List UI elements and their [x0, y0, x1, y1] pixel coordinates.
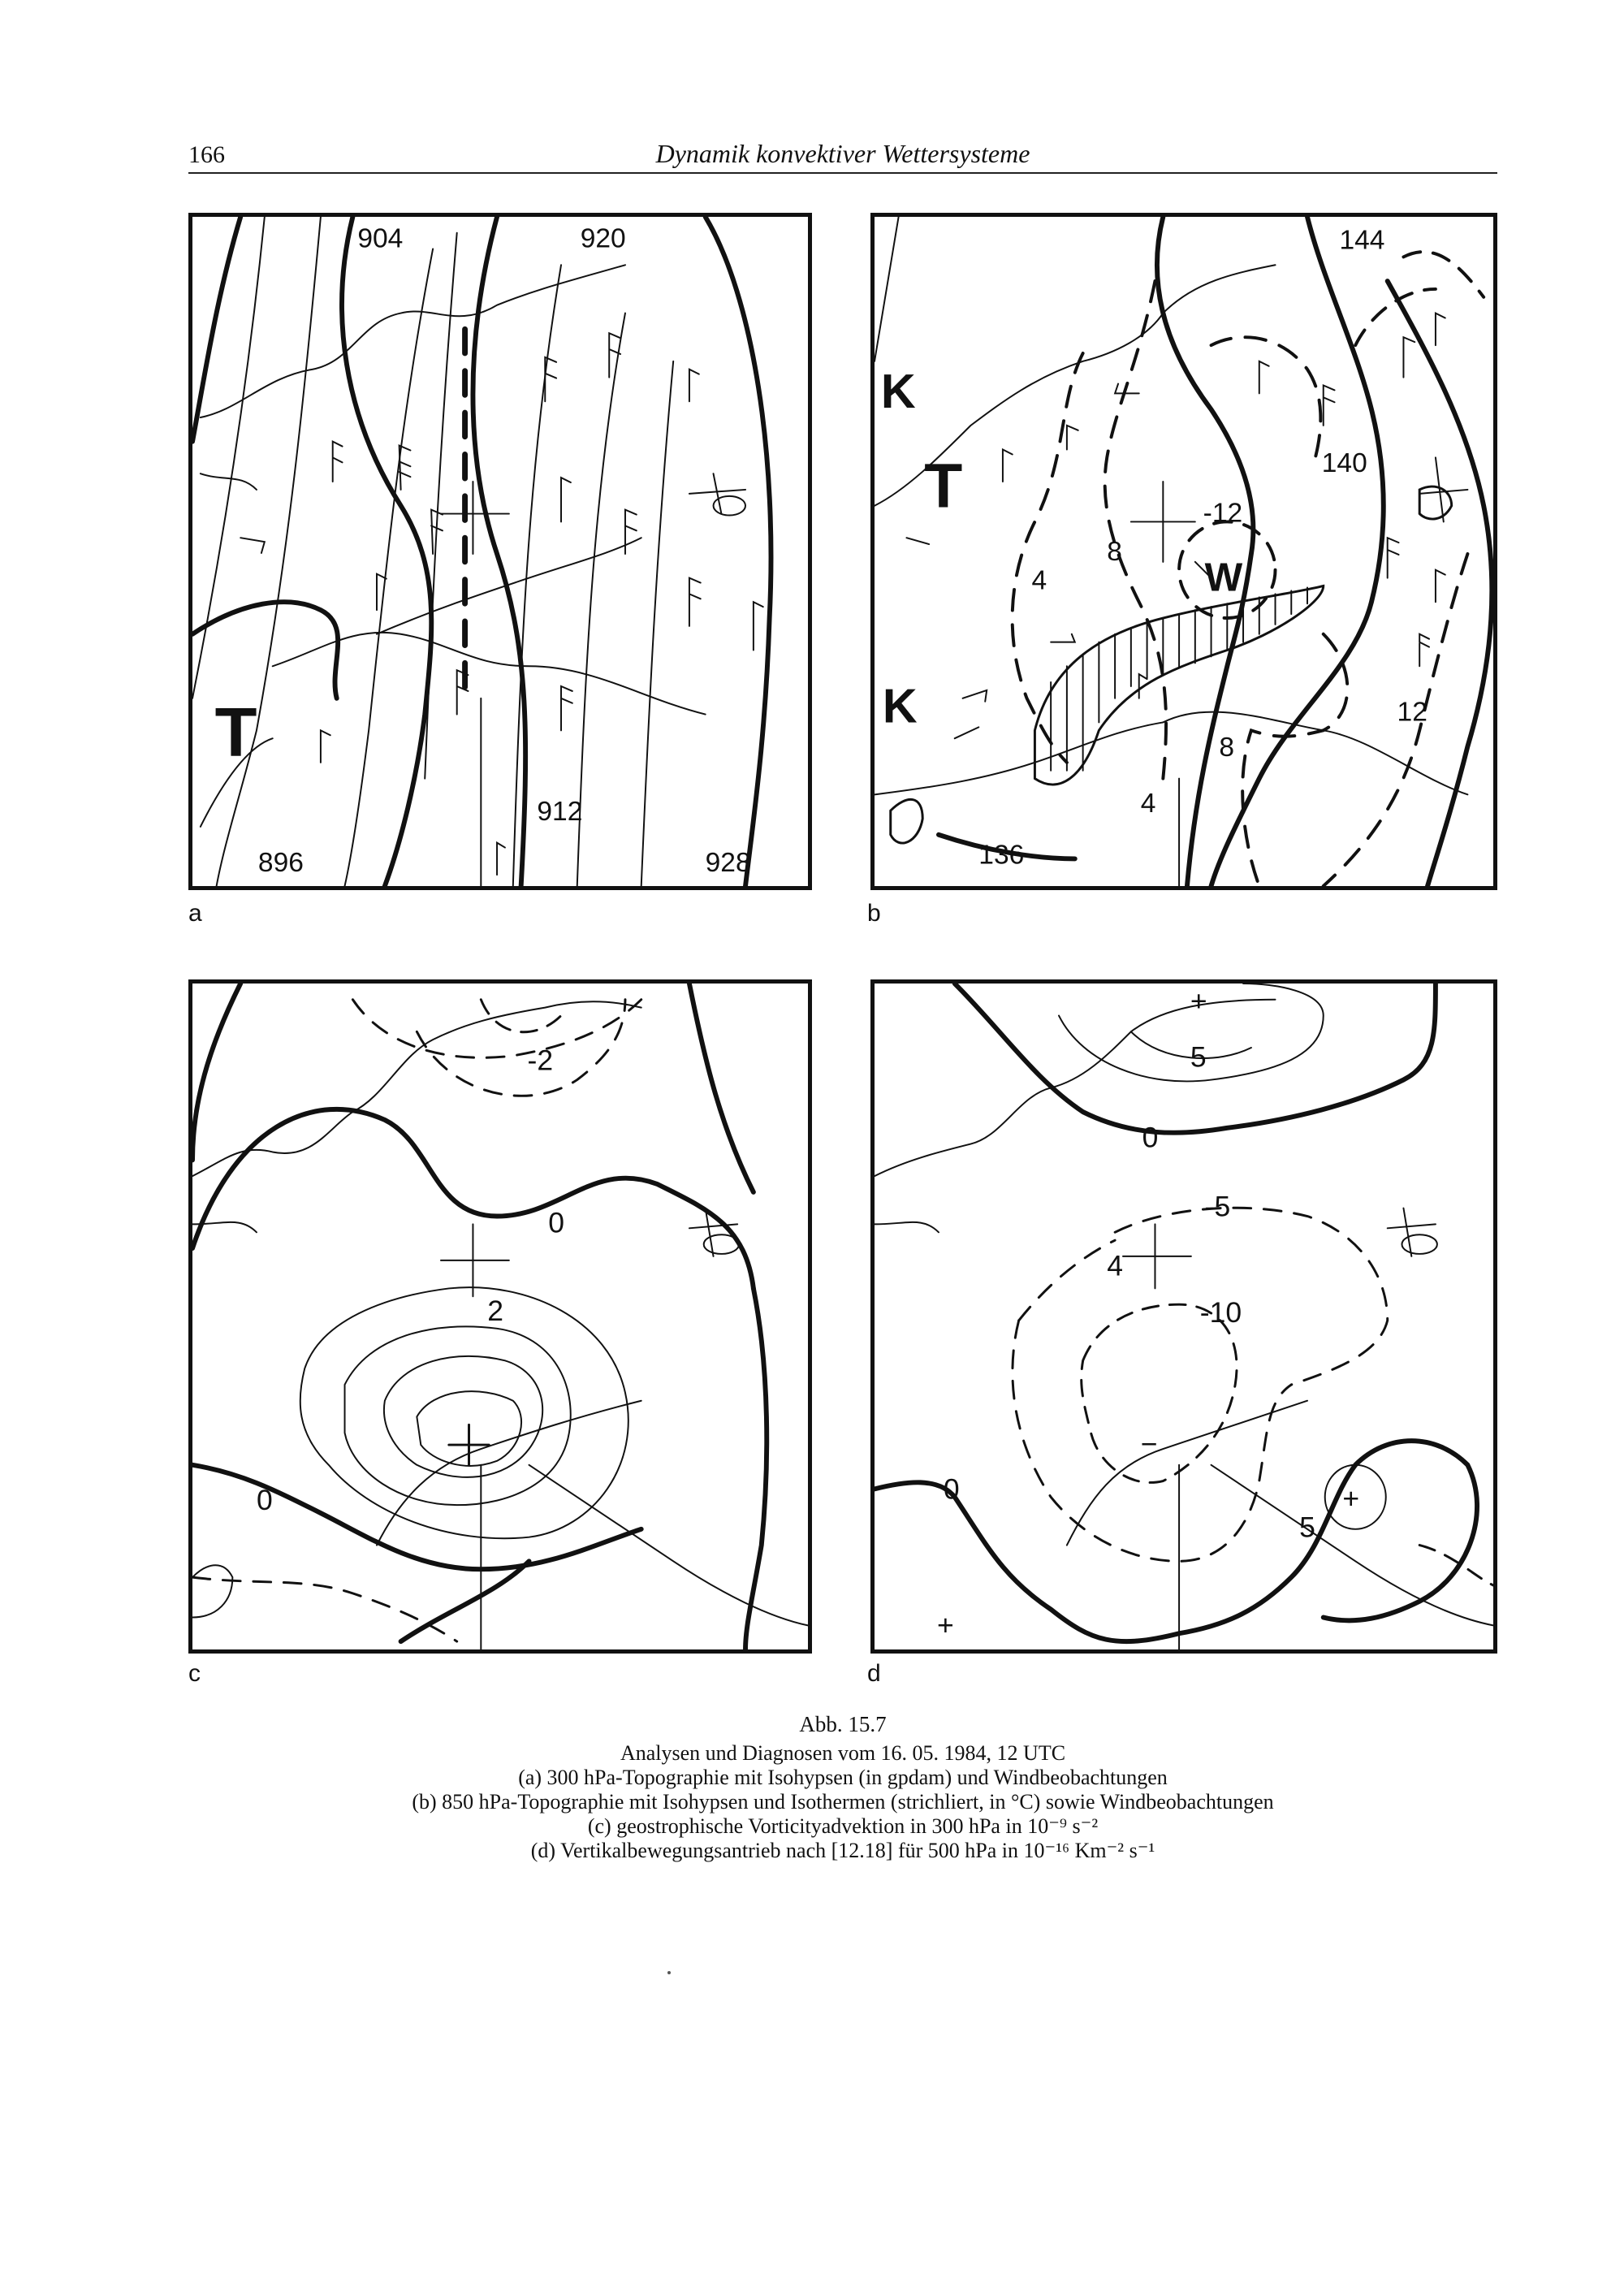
contour-label: 928	[705, 848, 751, 879]
contour-label: 4	[1031, 565, 1047, 596]
cold-air-symbol: K	[882, 678, 918, 733]
low-pressure-symbol: T	[924, 451, 963, 521]
contour-label: 912	[537, 796, 583, 827]
running-title: Dynamik konvektiver Wettersysteme	[655, 139, 1030, 168]
figure-caption	[188, 1712, 1497, 1863]
map-a	[192, 217, 808, 886]
contour-label: 0	[943, 1472, 960, 1506]
figure-panel-d	[870, 979, 1497, 1654]
panel-label-b: b	[867, 900, 881, 927]
contour-label: 144	[1339, 225, 1385, 256]
page-header	[188, 136, 1497, 174]
contour-label: -10	[1199, 1295, 1242, 1329]
header-rule	[188, 172, 1497, 174]
contour-label: +	[936, 1609, 954, 1642]
caption-line: (d) Vertikalbewegungsantrieb nach [12.18] für 500 hPa in 10⁻¹⁶ Km⁻² s⁻¹	[530, 1839, 1155, 1862]
contour-label: 4	[1140, 789, 1156, 819]
map-c	[192, 984, 808, 1649]
contour-label: -2	[527, 1044, 554, 1077]
contour-label: 896	[257, 848, 304, 879]
map-b	[875, 217, 1493, 886]
contour-label: 0	[548, 1206, 564, 1239]
contour-label: 2	[487, 1294, 503, 1327]
contour-label: 136	[978, 840, 1025, 871]
cold-air-symbol: K	[880, 364, 916, 419]
contour-label: 0	[1142, 1121, 1159, 1154]
contour-label: 0	[256, 1484, 273, 1517]
caption-line: Analysen und Diagnosen vom 16. 05. 1984, 12 UTC	[620, 1741, 1066, 1765]
contour-label: −	[1140, 1427, 1158, 1460]
panel-label-d: d	[867, 1660, 881, 1687]
contour-label: -12	[1203, 498, 1243, 529]
contour-label: +	[1342, 1482, 1360, 1515]
low-pressure-symbol: T	[214, 693, 257, 771]
warm-air-symbol: W	[1204, 555, 1243, 600]
map-d	[875, 984, 1493, 1649]
contour-label: 920	[580, 223, 626, 254]
panel-label-c: c	[188, 1660, 201, 1687]
contour-label: +	[1190, 984, 1207, 1018]
figure-panel-c	[188, 979, 812, 1654]
contour-label: -5	[1204, 1190, 1231, 1223]
caption-line: (a) 300 hPa-Topographie mit Isohypsen (in gpdam) und Windbeobachtungen	[518, 1766, 1168, 1789]
contour-label: 5	[1299, 1511, 1315, 1544]
panel-label-a: a	[188, 900, 202, 927]
caption-line: (c) geostrophische Vorticityadvektion in 300 hPa in 10⁻⁹ s⁻²	[587, 1814, 1099, 1838]
figure-panel-b	[870, 213, 1497, 890]
contour-label: 904	[357, 223, 404, 254]
figure-number: Abb. 15.7	[799, 1712, 887, 1736]
contour-label: 12	[1397, 697, 1427, 728]
contour-label: 140	[1321, 448, 1367, 479]
contour-label: 5	[1190, 1040, 1207, 1074]
contour-label: 8	[1219, 732, 1235, 763]
caption-line: (b) 850 hPa-Topographie mit Isohypsen und Isothermen (strichliert, in °C) sowie Windbeobachtungen	[412, 1790, 1274, 1814]
positive-center-symbol: +	[456, 1456, 458, 1458]
positive-center-symbol: +	[453, 1288, 455, 1290]
contour-label: 4	[1107, 1249, 1124, 1282]
page-number: 166	[188, 141, 225, 168]
print-speck	[667, 1971, 671, 1974]
figure-panel-a	[188, 213, 812, 890]
contour-label: 8	[1107, 536, 1122, 567]
